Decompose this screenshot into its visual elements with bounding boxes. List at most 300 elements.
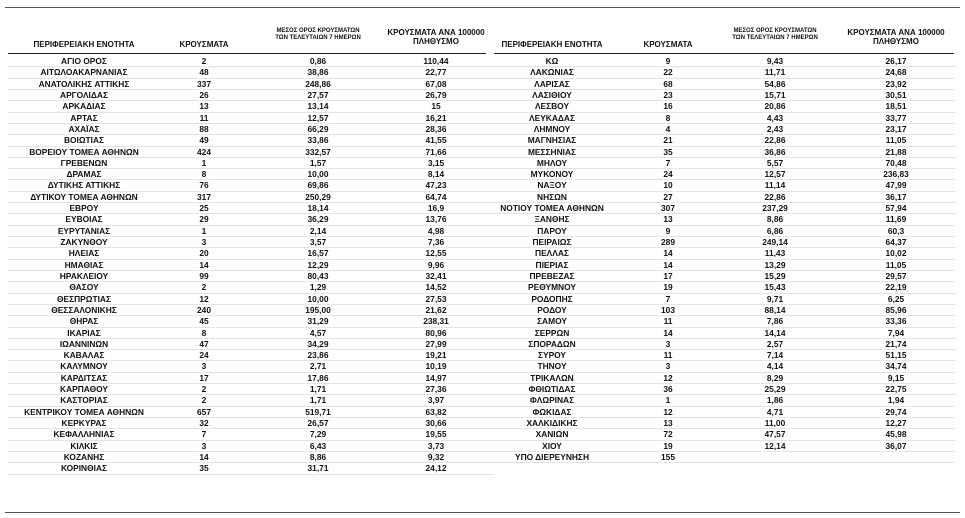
per100k-cell: 14,97 bbox=[425, 372, 447, 383]
header-avg-line1: ΜΕΣΟΣ ΟΡΟΣ ΚΡΟΥΣΜΑΤΩΝ bbox=[276, 28, 360, 34]
avg-cell: 11,43 bbox=[764, 248, 786, 259]
cases-cell: 155 bbox=[661, 451, 675, 462]
region-cell: ΦΩΚΙΔΑΣ bbox=[532, 406, 572, 417]
table-row bbox=[8, 260, 494, 271]
table-row bbox=[494, 395, 956, 406]
per100k-cell: 14,52 bbox=[425, 282, 447, 293]
cases-cell: 3 bbox=[201, 237, 207, 247]
avg-cell: 36,29 bbox=[307, 214, 329, 225]
table-row bbox=[494, 407, 956, 418]
region-cell: ΙΚΑΡΙΑΣ bbox=[67, 327, 101, 338]
table-row bbox=[494, 226, 956, 237]
avg-cell: 38,86 bbox=[307, 67, 329, 78]
per100k-cell: 12,55 bbox=[425, 248, 447, 259]
table-row bbox=[8, 441, 494, 452]
table-row bbox=[8, 429, 494, 440]
region-cell: ΜΗΛΟΥ bbox=[536, 157, 568, 168]
per100k-cell: 16,21 bbox=[425, 112, 447, 123]
per100k-cell: 47,99 bbox=[885, 180, 907, 191]
cases-cell: 27 bbox=[663, 191, 673, 202]
region-cell: ΧΑΛΚΙΔΙΚΗΣ bbox=[526, 418, 578, 428]
region-cell: ΚΑΣΤΟΡΙΑΣ bbox=[60, 395, 108, 406]
per100k-cell: 236,83 bbox=[883, 169, 909, 180]
table-row bbox=[8, 407, 494, 418]
cases-cell: 68 bbox=[663, 78, 673, 89]
cases-cell: 8 bbox=[201, 327, 207, 338]
cases-cell: 289 bbox=[661, 237, 675, 247]
per100k-cell: 1,94 bbox=[887, 395, 905, 406]
table-row bbox=[494, 180, 956, 191]
avg-cell: 8,29 bbox=[766, 372, 784, 383]
region-cell: ΗΛΕΙΑΣ bbox=[68, 248, 100, 259]
avg-cell: 4,71 bbox=[766, 406, 784, 417]
avg-cell: 4,14 bbox=[766, 361, 784, 372]
header-avg-line1-right: ΜΕΣΟΣ ΟΡΟΣ ΚΡΟΥΣΜΑΤΩΝ bbox=[733, 28, 817, 34]
cases-cell: 17 bbox=[663, 270, 673, 281]
avg-cell: 26,57 bbox=[307, 418, 329, 428]
table-row bbox=[8, 328, 494, 339]
table-row bbox=[494, 79, 956, 90]
region-cell: ΘΕΣΣΑΛΟΝΙΚΗΣ bbox=[51, 304, 117, 315]
avg-cell: 248,86 bbox=[305, 78, 331, 89]
per100k-cell: 64,37 bbox=[885, 237, 907, 247]
cases-cell: 20 bbox=[199, 248, 209, 259]
avg-cell: 34,29 bbox=[307, 338, 329, 349]
cases-cell: 24 bbox=[663, 169, 673, 180]
per100k-cell: 19,55 bbox=[425, 429, 447, 440]
cases-cell: 7 bbox=[201, 429, 207, 440]
table-row bbox=[494, 90, 956, 101]
cases-cell: 240 bbox=[197, 304, 211, 315]
table-row bbox=[8, 418, 494, 429]
header-avg bbox=[258, 28, 378, 42]
header-region-right: ΠΕΡΙΦΕΡΕΙΑΚΗ ΕΝΟΤΗΤΑ bbox=[501, 40, 603, 49]
cases-cell: 307 bbox=[661, 203, 675, 214]
table-row bbox=[8, 395, 494, 406]
avg-cell: 1,71 bbox=[309, 395, 327, 406]
region-cell: ΚΑΡΔΙΤΣΑΣ bbox=[60, 372, 108, 383]
per100k-cell: 85,96 bbox=[885, 304, 907, 315]
table-row bbox=[8, 452, 494, 463]
per100k-cell: 80,96 bbox=[425, 327, 447, 338]
table-row bbox=[8, 90, 494, 101]
avg-cell: 36,86 bbox=[764, 146, 786, 157]
avg-cell: 9,71 bbox=[766, 293, 784, 304]
header-per100k-right bbox=[840, 28, 952, 46]
table-row bbox=[494, 429, 956, 440]
header-cases-right: ΚΡΟΥΣΜΑΤΑ bbox=[643, 40, 693, 49]
avg-cell: 4,57 bbox=[309, 327, 327, 338]
cases-cell: 16 bbox=[663, 101, 673, 112]
cases-cell: 3 bbox=[665, 338, 671, 349]
header-underline-right bbox=[494, 53, 954, 54]
cases-cell: 7 bbox=[665, 157, 671, 168]
per100k-cell: 64,74 bbox=[425, 191, 447, 202]
cases-cell: 11 bbox=[663, 350, 673, 361]
per100k-cell: 3,15 bbox=[427, 157, 445, 168]
per100k-cell: 41,55 bbox=[425, 135, 447, 146]
avg-cell: 2,71 bbox=[309, 361, 327, 372]
table-row bbox=[8, 373, 494, 384]
cases-cell: 12 bbox=[663, 372, 673, 383]
table-row bbox=[8, 158, 494, 169]
region-cell: ΚΕΦΑΛΛΗΝΙΑΣ bbox=[53, 429, 115, 440]
per100k-cell: 21,88 bbox=[885, 146, 907, 157]
header-per100k-line2: ΠΛΗΘΥΣΜΟ bbox=[413, 37, 459, 46]
per100k-cell: 36,17 bbox=[885, 191, 907, 202]
per100k-cell: 22,75 bbox=[885, 384, 907, 395]
region-cell: ΝΑΞΟΥ bbox=[537, 180, 567, 191]
region-cell: ΠΑΡΟΥ bbox=[537, 225, 567, 236]
region-cell: ΑΙΤΩΛΟΑΚΑΡΝΑΝΙΑΣ bbox=[40, 67, 128, 78]
table-row bbox=[8, 339, 494, 350]
per100k-cell: 67,08 bbox=[425, 78, 447, 89]
cases-cell: 2 bbox=[201, 282, 207, 293]
per100k-cell: 110,44 bbox=[423, 56, 449, 66]
cases-cell: 12 bbox=[663, 406, 673, 417]
avg-cell: 18,14 bbox=[307, 203, 329, 214]
table-row bbox=[8, 282, 494, 293]
table-row bbox=[494, 271, 956, 282]
avg-cell: 31,29 bbox=[307, 316, 329, 327]
avg-cell: 11,14 bbox=[764, 180, 786, 191]
table-row bbox=[494, 101, 956, 112]
header-cases: ΚΡΟΥΣΜΑΤΑ bbox=[179, 40, 229, 49]
table-row bbox=[8, 180, 494, 191]
per100k-cell: 23,92 bbox=[885, 78, 907, 89]
cases-cell: 11 bbox=[199, 112, 209, 123]
per100k-cell: 33,36 bbox=[885, 316, 907, 327]
region-cell: ΡΕΘΥΜΝΟΥ bbox=[528, 282, 576, 293]
table-row bbox=[8, 350, 494, 361]
avg-cell: 2,14 bbox=[309, 225, 327, 236]
cases-cell: 12 bbox=[199, 293, 209, 304]
region-cell: ΡΟΔΟΥ bbox=[537, 304, 567, 315]
per100k-cell: 30,51 bbox=[885, 89, 907, 100]
per100k-cell: 57,94 bbox=[885, 203, 907, 214]
cases-cell: 24 bbox=[199, 350, 209, 361]
cases-cell: 2 bbox=[201, 395, 207, 406]
cases-cell: 3 bbox=[201, 440, 207, 451]
per100k-cell: 27,36 bbox=[425, 384, 447, 395]
header-avg-line2-right: ΤΩΝ ΤΕΛΕΥΤΑΙΩΝ 7 ΗΜΕΡΩΝ bbox=[732, 35, 818, 41]
per100k-cell: 45,98 bbox=[885, 429, 907, 440]
cases-cell: 8 bbox=[665, 112, 671, 123]
region-cell: ΚΑΒΑΛΑΣ bbox=[63, 350, 105, 361]
per100k-cell: 9,32 bbox=[427, 451, 445, 462]
per100k-cell: 21,74 bbox=[885, 338, 907, 349]
table-row bbox=[494, 67, 956, 78]
avg-cell: 7,86 bbox=[766, 316, 784, 327]
cases-cell: 3 bbox=[201, 361, 207, 372]
row-divider bbox=[8, 474, 494, 475]
avg-cell: 31,71 bbox=[307, 463, 329, 474]
cases-cell: 11 bbox=[663, 316, 673, 327]
table-row bbox=[494, 350, 956, 361]
avg-cell: 195,00 bbox=[305, 304, 331, 315]
table-row bbox=[8, 147, 494, 158]
cases-cell: 22 bbox=[663, 67, 673, 78]
per100k-cell: 47,23 bbox=[425, 180, 447, 191]
avg-cell: 332,57 bbox=[305, 146, 331, 157]
per100k-cell: 27,53 bbox=[425, 293, 447, 304]
avg-cell: 14,14 bbox=[764, 327, 786, 338]
per100k-cell: 13,76 bbox=[425, 214, 447, 225]
table-row bbox=[494, 135, 956, 146]
cases-cell: 9 bbox=[665, 56, 671, 66]
region-cell: ΚΟΖΑΝΗΣ bbox=[63, 451, 105, 462]
region-cell: ΛΑΣΙΘΙΟΥ bbox=[532, 89, 572, 100]
table-row bbox=[494, 373, 956, 384]
table-row bbox=[494, 248, 956, 259]
region-cell: ΑΓΙΟ ΟΡΟΣ bbox=[61, 56, 107, 66]
table-row bbox=[8, 305, 494, 316]
left-rows bbox=[8, 56, 494, 475]
cases-cell: 424 bbox=[197, 146, 211, 157]
per100k-cell: 23,17 bbox=[885, 123, 907, 134]
avg-cell: 10,00 bbox=[307, 293, 329, 304]
table-row bbox=[494, 418, 956, 429]
avg-cell: 69,86 bbox=[307, 180, 329, 191]
per100k-cell: 9,15 bbox=[887, 372, 905, 383]
avg-cell: 11,00 bbox=[764, 418, 786, 428]
region-cell: ΛΗΜΝΟΥ bbox=[533, 123, 571, 134]
per100k-cell: 26,79 bbox=[425, 89, 447, 100]
avg-cell: 25,29 bbox=[764, 384, 786, 395]
cases-cell: 49 bbox=[199, 135, 209, 146]
per100k-cell: 51,15 bbox=[885, 350, 907, 361]
per100k-cell: 28,36 bbox=[425, 123, 447, 134]
avg-cell: 2,57 bbox=[766, 338, 784, 349]
region-cell: ΚΟΡΙΝΘΙΑΣ bbox=[60, 463, 108, 474]
table-row bbox=[494, 56, 956, 67]
region-cell: ΡΟΔΟΠΗΣ bbox=[531, 293, 573, 304]
cases-cell: 14 bbox=[663, 327, 673, 338]
per100k-cell: 238,31 bbox=[423, 316, 449, 327]
table-row bbox=[8, 271, 494, 282]
per100k-cell: 10,19 bbox=[425, 361, 447, 372]
region-cell: ΦΛΩΡΙΝΑΣ bbox=[529, 395, 575, 406]
cases-cell: 45 bbox=[199, 316, 209, 327]
region-cell: ΘΕΣΠΡΩΤΙΑΣ bbox=[57, 293, 111, 304]
avg-cell: 1,86 bbox=[766, 395, 784, 406]
table-row bbox=[8, 135, 494, 146]
region-cell: ΠΕΙΡΑΙΩΣ bbox=[532, 237, 572, 247]
avg-cell: 6,86 bbox=[766, 225, 784, 236]
cases-cell: 1 bbox=[201, 157, 207, 168]
region-cell: ΧΙΟΥ bbox=[542, 440, 562, 451]
cases-cell: 317 bbox=[197, 191, 211, 202]
per100k-cell: 11,05 bbox=[885, 135, 907, 146]
per100k-cell: 29,57 bbox=[885, 270, 907, 281]
cases-cell: 3 bbox=[665, 361, 671, 372]
top-border bbox=[5, 7, 960, 8]
per100k-cell: 6,25 bbox=[887, 293, 905, 304]
table-row bbox=[494, 294, 956, 305]
region-cell: ΚΕΝΤΡΙΚΟΥ ΤΟΜΕΑ ΑΘΗΝΩΝ bbox=[24, 406, 144, 417]
cases-cell: 32 bbox=[199, 418, 209, 428]
region-cell: ΑΧΑΪΑΣ bbox=[68, 123, 100, 134]
region-cell: ΕΒΡΟΥ bbox=[69, 203, 99, 214]
avg-cell: 3,57 bbox=[309, 237, 327, 247]
row-divider bbox=[494, 462, 956, 463]
avg-cell: 33,86 bbox=[307, 135, 329, 146]
avg-cell: 6,43 bbox=[309, 440, 327, 451]
table-row bbox=[8, 169, 494, 180]
region-cell: ΕΥΡΥΤΑΝΙΑΣ bbox=[57, 225, 111, 236]
region-cell: ΗΜΑΘΙΑΣ bbox=[64, 259, 104, 270]
table-row bbox=[8, 192, 494, 203]
avg-cell: 12,29 bbox=[307, 259, 329, 270]
cases-cell: 10 bbox=[663, 180, 673, 191]
cases-cell: 26 bbox=[199, 89, 209, 100]
avg-cell: 249,14 bbox=[762, 237, 788, 247]
cases-cell: 14 bbox=[663, 259, 673, 270]
avg-cell: 15,29 bbox=[764, 270, 786, 281]
table-row bbox=[494, 328, 956, 339]
cases-cell: 13 bbox=[663, 418, 673, 428]
region-cell: ΥΠΟ ΔΙΕΡΕΥΝΗΣΗ bbox=[514, 451, 590, 462]
cases-cell: 14 bbox=[199, 259, 209, 270]
avg-cell: 10,00 bbox=[307, 169, 329, 180]
per100k-cell: 34,74 bbox=[885, 361, 907, 372]
region-cell: ΝΟΤΙΟΥ ΤΟΜΕΑ ΑΘΗΝΩΝ bbox=[500, 203, 604, 214]
table-row bbox=[494, 452, 956, 463]
header-per100k-line2-right: ΠΛΗΘΥΣΜΟ bbox=[873, 37, 919, 46]
avg-cell: 7,29 bbox=[309, 429, 327, 440]
avg-cell: 1,71 bbox=[309, 384, 327, 395]
region-cell: ΚΑΡΠΑΘΟΥ bbox=[60, 384, 108, 395]
table-row bbox=[494, 203, 956, 214]
cases-cell: 1 bbox=[665, 395, 671, 406]
cases-cell: 9 bbox=[665, 225, 671, 236]
per100k-cell: 60,3 bbox=[887, 225, 905, 236]
region-cell: ΒΟΡΕΙΟΥ ΤΟΜΕΑ ΑΘΗΝΩΝ bbox=[29, 146, 139, 157]
cases-cell: 2 bbox=[201, 56, 207, 66]
per100k-cell: 7,94 bbox=[887, 327, 905, 338]
region-cell: ΗΡΑΚΛΕΙΟΥ bbox=[59, 270, 109, 281]
avg-cell: 7,14 bbox=[766, 350, 784, 361]
avg-cell: 12,57 bbox=[764, 169, 786, 180]
header-per100k-line1: ΚΡΟΥΣΜΑΤΑ ΑΝΑ 100000 bbox=[387, 28, 485, 37]
region-cell: ΒΟΙΩΤΙΑΣ bbox=[63, 135, 105, 146]
avg-cell: 250,29 bbox=[305, 191, 331, 202]
cases-cell: 35 bbox=[199, 463, 209, 474]
table-row bbox=[494, 441, 956, 452]
per100k-cell: 12,27 bbox=[885, 418, 907, 428]
avg-cell: 2,43 bbox=[766, 123, 784, 134]
region-cell: ΤΡΙΚΑΛΩΝ bbox=[530, 372, 574, 383]
region-cell: ΑΡΤΑΣ bbox=[70, 112, 98, 123]
region-cell: ΛΑΚΩΝΙΑΣ bbox=[530, 67, 574, 78]
cases-cell: 21 bbox=[663, 135, 673, 146]
per100k-cell: 19,21 bbox=[425, 350, 447, 361]
avg-cell: 88,14 bbox=[764, 304, 786, 315]
per100k-cell: 36,07 bbox=[885, 440, 907, 451]
cases-cell: 25 bbox=[199, 203, 209, 214]
per100k-cell: 3,73 bbox=[427, 440, 445, 451]
table-row bbox=[8, 113, 494, 124]
table-row bbox=[8, 384, 494, 395]
table-row bbox=[8, 226, 494, 237]
table-row bbox=[8, 214, 494, 225]
table-row bbox=[494, 361, 956, 372]
cases-cell: 1 bbox=[201, 225, 207, 236]
table-row bbox=[494, 214, 956, 225]
region-cell: ΜΥΚΟΝΟΥ bbox=[530, 169, 574, 180]
cases-cell: 99 bbox=[199, 270, 209, 281]
avg-cell: 519,71 bbox=[305, 406, 331, 417]
region-cell: ΔΥΤΙΚΗΣ ΑΤΤΙΚΗΣ bbox=[47, 180, 121, 191]
avg-cell: 15,71 bbox=[764, 89, 786, 100]
avg-cell: 66,29 bbox=[307, 123, 329, 134]
region-cell: ΛΕΥΚΑΔΑΣ bbox=[529, 112, 575, 123]
avg-cell: 4,43 bbox=[766, 112, 784, 123]
per100k-cell: 32,41 bbox=[425, 270, 447, 281]
region-cell: ΚΕΡΚΥΡΑΣ bbox=[61, 418, 107, 428]
table-row bbox=[494, 339, 956, 350]
per100k-cell: 27,99 bbox=[425, 338, 447, 349]
table-row bbox=[8, 101, 494, 112]
avg-cell: 47,57 bbox=[764, 429, 786, 440]
table-row bbox=[8, 237, 494, 248]
per100k-cell: 15 bbox=[431, 101, 441, 112]
header-underline bbox=[8, 53, 486, 54]
cases-cell: 47 bbox=[199, 338, 209, 349]
region-cell: ΠΡΕΒΕΖΑΣ bbox=[529, 270, 575, 281]
per100k-cell: 11,69 bbox=[885, 214, 907, 225]
cases-cell: 88 bbox=[199, 123, 209, 134]
cases-cell: 13 bbox=[663, 214, 673, 225]
avg-cell: 5,57 bbox=[766, 157, 784, 168]
cases-cell: 13 bbox=[199, 101, 209, 112]
region-cell: ΙΩΑΝΝΙΝΩΝ bbox=[59, 338, 109, 349]
avg-cell: 20,86 bbox=[764, 101, 786, 112]
table-row bbox=[494, 192, 956, 203]
bottom-border bbox=[5, 512, 960, 513]
region-cell: ΘΗΡΑΣ bbox=[69, 316, 99, 327]
table-row bbox=[494, 260, 956, 271]
avg-cell: 22,86 bbox=[764, 135, 786, 146]
avg-cell: 8,86 bbox=[309, 451, 327, 462]
region-cell: ΔΥΤΙΚΟΥ ΤΟΜΕΑ ΑΘΗΝΩΝ bbox=[30, 191, 138, 202]
region-cell: ΣΑΜΟΥ bbox=[537, 316, 567, 327]
cases-cell: 76 bbox=[199, 180, 209, 191]
cases-cell: 14 bbox=[663, 248, 673, 259]
per100k-cell: 30,66 bbox=[425, 418, 447, 428]
avg-cell: 27,57 bbox=[307, 89, 329, 100]
cases-cell: 8 bbox=[201, 169, 207, 180]
avg-cell: 23,86 bbox=[307, 350, 329, 361]
avg-cell: 11,71 bbox=[764, 67, 786, 78]
table-row bbox=[494, 305, 956, 316]
table-row bbox=[8, 361, 494, 372]
cases-cell: 14 bbox=[199, 451, 209, 462]
region-cell: ΞΑΝΘΗΣ bbox=[534, 214, 570, 225]
per100k-cell: 18,51 bbox=[885, 101, 907, 112]
per100k-cell: 7,36 bbox=[427, 237, 445, 247]
header-per100k-line1-right: ΚΡΟΥΣΜΑΤΑ ΑΝΑ 100000 bbox=[847, 28, 945, 37]
region-cell: ΚΑΛΥΜΝΟΥ bbox=[60, 361, 108, 372]
region-cell: ΣΕΡΡΩΝ bbox=[534, 327, 570, 338]
region-cell: ΓΡΕΒΕΝΩΝ bbox=[60, 157, 108, 168]
cases-cell: 29 bbox=[199, 214, 209, 225]
avg-cell: 12,14 bbox=[764, 440, 786, 451]
table-row bbox=[494, 158, 956, 169]
table-row bbox=[8, 294, 494, 305]
avg-cell: 1,57 bbox=[309, 157, 327, 168]
per100k-cell: 24,68 bbox=[885, 67, 907, 78]
